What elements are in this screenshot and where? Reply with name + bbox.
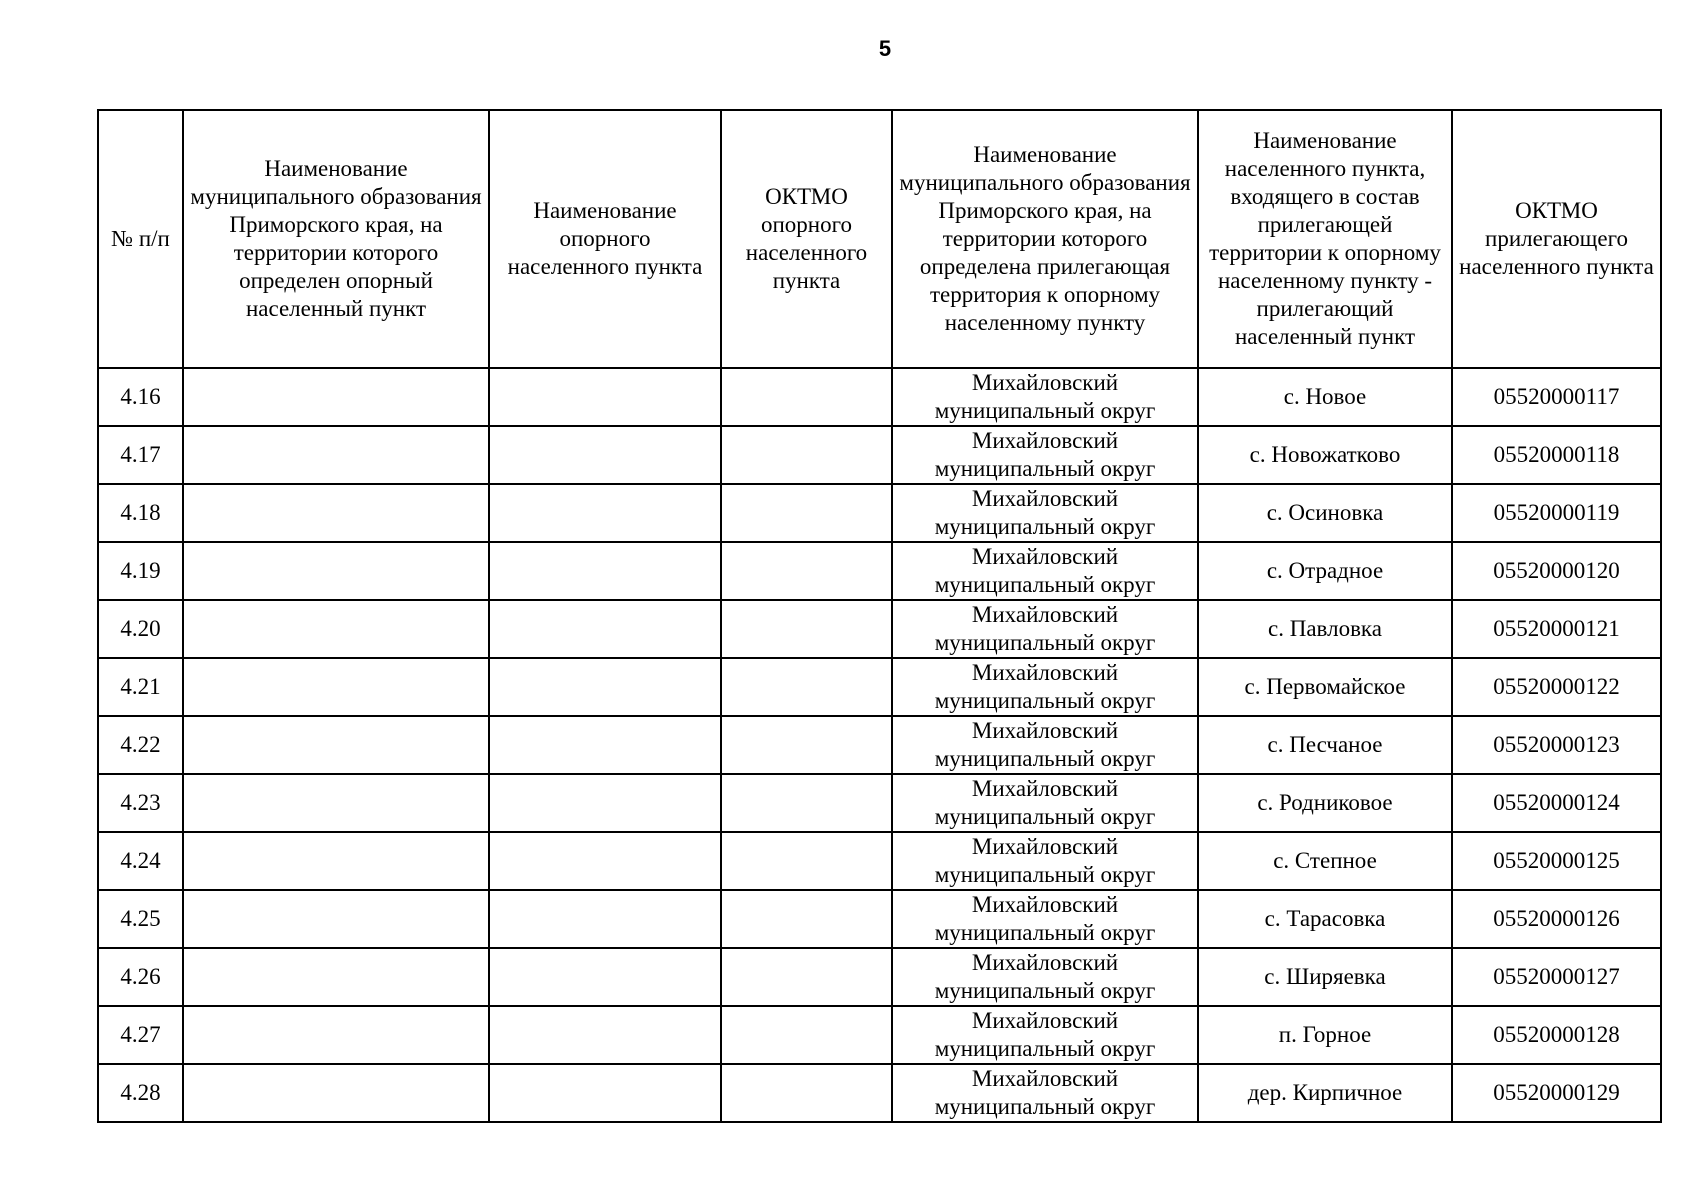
cell-support-oktmo [721, 948, 892, 1006]
cell-main-municipality [183, 658, 489, 716]
cell-support-settlement [489, 368, 721, 426]
cell-main-municipality [183, 542, 489, 600]
cell-main-municipality [183, 890, 489, 948]
cell-support-settlement [489, 832, 721, 890]
cell-main-municipality [183, 1064, 489, 1122]
cell-adjacent-municipality: Михайловский муниципальный округ [892, 948, 1198, 1006]
cell-adjacent-municipality: Михайловский муниципальный округ [892, 600, 1198, 658]
cell-adjacent-municipality: Михайловский муниципальный округ [892, 426, 1198, 484]
cell-adjacent-oktmo: 05520000127 [1452, 948, 1661, 1006]
cell-adjacent-municipality: Михайловский муниципальный округ [892, 890, 1198, 948]
row-number: 4.18 [98, 484, 183, 542]
cell-adjacent-oktmo: 05520000125 [1452, 832, 1661, 890]
cell-adjacent-oktmo: 05520000128 [1452, 1006, 1661, 1064]
cell-support-settlement [489, 484, 721, 542]
cell-adjacent-oktmo: 05520000117 [1452, 368, 1661, 426]
row-number: 4.26 [98, 948, 183, 1006]
table-row [98, 484, 1661, 542]
cell-support-oktmo [721, 600, 892, 658]
table-row [98, 1006, 1661, 1064]
cell-adjacent-municipality: Михайловский муниципальный округ [892, 368, 1198, 426]
cell-adjacent-municipality: Михайловский муниципальный округ [892, 658, 1198, 716]
cell-support-oktmo [721, 368, 892, 426]
cell-adjacent-municipality: Михайловский муниципальный округ [892, 1064, 1198, 1122]
cell-adjacent-settlement: с. Новожатково [1198, 426, 1452, 484]
cell-support-settlement [489, 542, 721, 600]
cell-adjacent-oktmo: 05520000126 [1452, 890, 1661, 948]
cell-support-oktmo [721, 426, 892, 484]
cell-adjacent-settlement: с. Степное [1198, 832, 1452, 890]
cell-adjacent-oktmo: 05520000124 [1452, 774, 1661, 832]
cell-support-oktmo [721, 716, 892, 774]
table-body [98, 368, 1661, 1122]
row-number: 4.19 [98, 542, 183, 600]
cell-adjacent-oktmo: 05520000119 [1452, 484, 1661, 542]
cell-adjacent-oktmo: 05520000118 [1452, 426, 1661, 484]
cell-adjacent-oktmo: 05520000123 [1452, 716, 1661, 774]
cell-adjacent-oktmo: 05520000120 [1452, 542, 1661, 600]
cell-main-municipality [183, 716, 489, 774]
row-number: 4.28 [98, 1064, 183, 1122]
header-adjacent-oktmo: ОКТМО прилегающего населенного пункта [1452, 110, 1661, 368]
cell-main-municipality [183, 948, 489, 1006]
row-number: 4.24 [98, 832, 183, 890]
cell-adjacent-municipality: Михайловский муниципальный округ [892, 832, 1198, 890]
cell-main-municipality [183, 832, 489, 890]
row-number: 4.21 [98, 658, 183, 716]
cell-adjacent-oktmo: 05520000121 [1452, 600, 1661, 658]
header-number: № п/п [98, 110, 183, 368]
cell-adjacent-oktmo: 05520000122 [1452, 658, 1661, 716]
row-number: 4.22 [98, 716, 183, 774]
cell-adjacent-settlement: с. Тарасовка [1198, 890, 1452, 948]
cell-support-settlement [489, 774, 721, 832]
cell-adjacent-municipality: Михайловский муниципальный округ [892, 1006, 1198, 1064]
row-number: 4.25 [98, 890, 183, 948]
table-row [98, 774, 1661, 832]
cell-support-oktmo [721, 890, 892, 948]
cell-main-municipality [183, 1006, 489, 1064]
cell-adjacent-settlement: с. Родниковое [1198, 774, 1452, 832]
table-row [98, 658, 1661, 716]
cell-adjacent-municipality: Михайловский муниципальный округ [892, 716, 1198, 774]
cell-support-oktmo [721, 658, 892, 716]
cell-adjacent-settlement: с. Песчаное [1198, 716, 1452, 774]
cell-support-settlement [489, 890, 721, 948]
row-number: 4.20 [98, 600, 183, 658]
cell-adjacent-municipality: Михайловский муниципальный округ [892, 542, 1198, 600]
cell-support-settlement [489, 426, 721, 484]
cell-support-settlement [489, 600, 721, 658]
cell-adjacent-settlement: с. Отрадное [1198, 542, 1452, 600]
header-support-oktmo: ОКТМО опорного населенного пункта [721, 110, 892, 368]
cell-support-settlement [489, 948, 721, 1006]
header-adjacent-municipality: Наименование муниципального образования Приморского края, на территории которого определена прилегающая территория к опорному населенному пункту [892, 110, 1198, 368]
cell-adjacent-municipality: Михайловский муниципальный округ [892, 774, 1198, 832]
cell-support-oktmo [721, 1064, 892, 1122]
cell-support-settlement [489, 1064, 721, 1122]
table-row [98, 832, 1661, 890]
cell-support-settlement [489, 658, 721, 716]
settlements-table [97, 109, 1662, 1123]
cell-support-oktmo [721, 542, 892, 600]
table-row [98, 1064, 1661, 1122]
cell-support-settlement [489, 1006, 721, 1064]
cell-adjacent-municipality: Михайловский муниципальный округ [892, 484, 1198, 542]
cell-adjacent-settlement: с. Первомайское [1198, 658, 1452, 716]
table-row [98, 716, 1661, 774]
cell-main-municipality [183, 426, 489, 484]
table-header-row [98, 110, 1661, 368]
table-row [98, 426, 1661, 484]
cell-support-oktmo [721, 832, 892, 890]
header-adjacent-settlement: Наименование населенного пункта, входящего в состав прилегающей территории к опорному населенному пункту - прилегающий населенный пункт [1198, 110, 1452, 368]
page-number: 5 [878, 36, 892, 61]
table-row [98, 890, 1661, 948]
table-row [98, 948, 1661, 1006]
header-main-municipality: Наименование муниципального образования Приморского края, на территории которого определен опорный населенный пункт [183, 110, 489, 368]
cell-adjacent-settlement: дер. Кирпичное [1198, 1064, 1452, 1122]
cell-support-settlement [489, 716, 721, 774]
row-number: 4.23 [98, 774, 183, 832]
cell-main-municipality [183, 368, 489, 426]
cell-adjacent-settlement: с. Осиновка [1198, 484, 1452, 542]
row-number: 4.16 [98, 368, 183, 426]
table-row [98, 600, 1661, 658]
cell-adjacent-settlement: с. Павловка [1198, 600, 1452, 658]
table-row [98, 542, 1661, 600]
table-row [98, 368, 1661, 426]
cell-main-municipality [183, 484, 489, 542]
cell-main-municipality [183, 600, 489, 658]
row-number: 4.17 [98, 426, 183, 484]
cell-adjacent-oktmo: 05520000129 [1452, 1064, 1661, 1122]
row-number: 4.27 [98, 1006, 183, 1064]
header-support-settlement: Наименование опорного населенного пункта [489, 110, 721, 368]
cell-support-oktmo [721, 1006, 892, 1064]
cell-support-oktmo [721, 484, 892, 542]
cell-adjacent-settlement: с. Ширяевка [1198, 948, 1452, 1006]
cell-main-municipality [183, 774, 489, 832]
cell-adjacent-settlement: п. Горное [1198, 1006, 1452, 1064]
cell-adjacent-settlement: с. Новое [1198, 368, 1452, 426]
cell-support-oktmo [721, 774, 892, 832]
